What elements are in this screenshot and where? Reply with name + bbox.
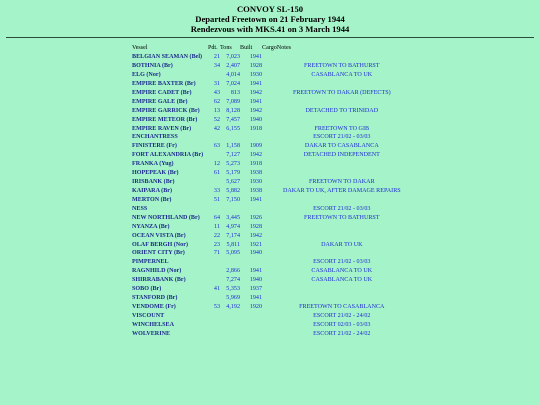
- vessel-name: EMPIRE BAXTER (Br): [132, 80, 196, 87]
- table-row: [132, 330, 407, 339]
- column-header-vessel: Vessel: [132, 45, 148, 51]
- departure-line: Departed Freetown on 21 February 1944: [195, 14, 345, 25]
- vessel-pdt: [208, 330, 220, 339]
- vessel-built: 1940: [249, 250, 262, 257]
- vessel-pdt: 52: [213, 116, 220, 123]
- column-header-pdt: Pdt.: [208, 45, 218, 51]
- vessel-name: RAGNHILD (Nor): [132, 268, 182, 275]
- vessel-name: BOTHNIA (Br): [132, 63, 173, 70]
- vessel-name: NESS: [132, 205, 148, 212]
- vessel-pdt: 62: [213, 98, 220, 105]
- vessel-notes: ESCORT 21/02 - 24/02: [313, 330, 371, 337]
- table-row: [132, 62, 407, 71]
- vessel-notes: [277, 98, 407, 107]
- vessel-name: EMPIRE GALE (Br): [132, 98, 188, 105]
- vessel-tons: [220, 312, 240, 321]
- vessel-name: VENDOME (Fr): [132, 304, 176, 310]
- vessel-tons: 7,274: [226, 277, 240, 284]
- vessel-pdt: 12: [213, 161, 220, 168]
- vessel-notes: [277, 80, 407, 89]
- vessel-notes: [277, 285, 407, 294]
- vessel-cargo: [262, 267, 277, 276]
- table-row: [132, 125, 407, 134]
- table-row: [132, 178, 407, 187]
- vessel-built: 1941: [249, 80, 262, 87]
- vessel-cargo: [262, 151, 277, 160]
- column-header-tons: Tons: [220, 45, 232, 51]
- table-row: [132, 80, 407, 89]
- vessel-pdt: [208, 267, 220, 276]
- vessel-built: 1941: [249, 196, 262, 203]
- vessel-pdt: [208, 321, 220, 330]
- vessel-name: FORT ALEXANDRIA (Br): [132, 152, 204, 159]
- vessel-built: 1909: [249, 143, 262, 150]
- vessel-pdt: 33: [213, 188, 220, 195]
- vessel-cargo: [262, 89, 277, 98]
- rendezvous-line: Rendezvous with MKS.41 on 3 March 1944: [190, 24, 350, 35]
- table-row: [132, 276, 407, 285]
- table-row: [132, 285, 407, 294]
- vessel-cargo: [262, 107, 277, 116]
- vessel-notes: DAKAR TO CASABLANCA: [304, 143, 379, 150]
- vessel-built: [240, 205, 262, 214]
- vessel-notes: ESCORT 21/02 - 03/03: [313, 205, 371, 212]
- convoy-vessel-table: [132, 44, 407, 339]
- vessel-notes: [277, 160, 407, 169]
- vessel-built: 1940: [249, 277, 262, 284]
- vessel-built: [240, 330, 262, 339]
- vessel-pdt: [208, 71, 220, 80]
- vessel-cargo: [262, 276, 277, 285]
- table-row: [132, 258, 407, 267]
- vessel-built: 1918: [249, 161, 262, 168]
- vessel-tons: 2,407: [226, 63, 240, 70]
- vessel-cargo: [262, 142, 277, 151]
- vessel-cargo: [262, 178, 277, 187]
- vessel-pdt: [208, 312, 220, 321]
- vessel-tons: 5,179: [226, 170, 240, 177]
- vessel-tons: [220, 330, 240, 339]
- vessel-cargo: [262, 71, 277, 80]
- vessel-pdt: [208, 205, 220, 214]
- table-row: [132, 89, 407, 98]
- table-row: [132, 98, 407, 107]
- vessel-name: FINISTERE (Fr): [132, 143, 177, 150]
- vessel-notes: FREETOWN TO DAKAR: [308, 179, 375, 186]
- vessel-built: [240, 258, 262, 267]
- column-header-notes: Notes: [276, 45, 292, 51]
- vessel-tons: 813: [230, 89, 240, 96]
- vessel-name: EMPIRE CADET (Br): [132, 89, 192, 96]
- vessel-built: 1938: [249, 170, 262, 177]
- vessel-name: EMPIRE METEOR (Br): [132, 116, 198, 123]
- vessel-notes: DETACHED INDEPENDENT: [303, 152, 380, 159]
- vessel-built: 1942: [249, 232, 262, 239]
- table-row: [132, 241, 407, 250]
- vessel-notes: CASABLANCA TO UK: [311, 72, 373, 79]
- table-row: [132, 151, 407, 160]
- vessel-name: VISCOUNT: [132, 312, 165, 319]
- vessel-cargo: [262, 187, 277, 196]
- vessel-name: WINCHELSEA: [132, 321, 174, 328]
- table-row: [132, 142, 407, 151]
- vessel-built: 1930: [249, 72, 262, 79]
- vessel-rows: [132, 53, 407, 339]
- vessel-pdt: [208, 178, 220, 187]
- vessel-notes: [277, 294, 407, 303]
- vessel-built: 1920: [249, 304, 262, 310]
- table-header-row: [132, 44, 407, 53]
- convoy-title: CONVOY SL-150: [236, 4, 304, 14]
- vessel-name: PIMPERNEL: [132, 259, 169, 266]
- vessel-cargo: [262, 258, 277, 267]
- vessel-built: 1928: [249, 223, 262, 230]
- vessel-tons: 2,866: [226, 268, 240, 275]
- vessel-pdt: 22: [213, 232, 220, 239]
- vessel-notes: FREETOWN TO BATHURST: [304, 63, 380, 70]
- vessel-built: 1942: [249, 152, 262, 159]
- vessel-name: EMPIRE GARRICK (Br): [132, 107, 200, 114]
- vessel-built: 1941: [249, 54, 262, 61]
- vessel-pdt: 34: [213, 63, 220, 70]
- table-row: [132, 267, 407, 276]
- vessel-cargo: [262, 62, 277, 71]
- vessel-name: SOBO (Br): [132, 286, 162, 293]
- table-row: [132, 294, 407, 303]
- vessel-built: 1918: [249, 125, 262, 132]
- vessel-tons: 5,811: [226, 241, 240, 248]
- vessel-notes: ESCORT 02/03 - 03/03: [313, 321, 371, 328]
- table-row: [132, 187, 407, 196]
- table-row: [132, 321, 407, 330]
- vessel-name: MERTON (Br): [132, 196, 172, 203]
- vessel-cargo: [262, 294, 277, 303]
- vessel-tons: 8,128: [226, 107, 240, 114]
- vessel-name: WOLVERINE: [132, 330, 171, 337]
- vessel-built: 1938: [249, 188, 262, 195]
- vessel-pdt: 11: [214, 223, 220, 230]
- vessel-name: SHIRRABANK (Br): [132, 277, 186, 284]
- vessel-tons: 4,014: [226, 72, 240, 79]
- vessel-cargo: [262, 214, 277, 223]
- vessel-built: 1926: [249, 214, 262, 221]
- vessel-cargo: [262, 285, 277, 294]
- vessel-pdt: 41: [213, 286, 220, 293]
- vessel-tons: [220, 258, 240, 267]
- vessel-built: 1928: [249, 63, 262, 70]
- vessel-built: 1921: [249, 241, 262, 248]
- vessel-pdt: [208, 133, 220, 142]
- vessel-pdt: 21: [213, 54, 220, 61]
- vessel-tons: 4,192: [226, 304, 240, 310]
- vessel-cargo: [262, 80, 277, 89]
- vessel-notes: [277, 232, 407, 241]
- vessel-notes: [277, 169, 407, 178]
- vessel-tons: 5,273: [226, 161, 240, 168]
- vessel-name: EMPIRE RAVEN (Br): [132, 125, 192, 132]
- vessel-name: STANFORD (Br): [132, 295, 178, 302]
- vessel-pdt: [208, 258, 220, 267]
- vessel-cargo: [262, 330, 277, 339]
- table-row: [132, 232, 407, 241]
- header-divider: [6, 37, 534, 38]
- vessel-cargo: [262, 125, 277, 134]
- convoy-header: [0, 4, 540, 35]
- vessel-tons: [220, 205, 240, 214]
- vessel-pdt: 71: [213, 250, 220, 257]
- vessel-name: KAIPARA (Br): [132, 188, 172, 195]
- vessel-tons: 7,174: [226, 232, 240, 239]
- table-row: [132, 53, 407, 62]
- vessel-notes: ESCORT 21/02 - 24/02: [313, 312, 371, 319]
- vessel-name: ENCHANTRESS: [132, 134, 178, 141]
- vessel-cargo: [262, 249, 277, 258]
- vessel-tons: 5,353: [226, 286, 240, 293]
- vessel-built: 1941: [249, 295, 262, 302]
- vessel-pdt: 51: [213, 196, 220, 203]
- vessel-name: HOPEPEAK (Br): [132, 170, 179, 177]
- column-header-cargo: Cargo: [262, 45, 277, 51]
- vessel-cargo: [262, 232, 277, 241]
- vessel-tons: 6,155: [226, 125, 240, 132]
- vessel-built: [240, 321, 262, 330]
- vessel-notes: CASABLANCA TO UK: [311, 268, 373, 275]
- vessel-built: 1930: [249, 179, 262, 186]
- vessel-name: NEW NORTHLAND (Br): [132, 214, 200, 221]
- vessel-cargo: [262, 98, 277, 107]
- column-header-built: Built: [240, 45, 253, 51]
- vessel-built: 1941: [249, 268, 262, 275]
- table-row: [132, 223, 407, 232]
- vessel-pdt: 61: [213, 170, 220, 177]
- table-row: [132, 249, 407, 258]
- vessel-tons: 7,457: [226, 116, 240, 123]
- vessel-built: 1942: [249, 89, 262, 96]
- vessel-cargo: [262, 160, 277, 169]
- table-row: [132, 71, 407, 80]
- vessel-tons: 5,095: [226, 250, 240, 257]
- vessel-cargo: [262, 321, 277, 330]
- vessel-pdt: [208, 294, 220, 303]
- vessel-notes: DETACHED TO TRINIDAD: [305, 107, 379, 114]
- vessel-notes: ESCORT 21/02 - 03/03: [313, 134, 371, 141]
- vessel-cargo: [262, 169, 277, 178]
- vessel-pdt: 63: [213, 143, 220, 150]
- vessel-pdt: 43: [213, 89, 220, 96]
- vessel-notes: DAKAR TO UK, AFTER DAMAGE REPAIRS: [282, 188, 401, 195]
- vessel-notes: FREETOWN TO BATHURST: [304, 214, 380, 221]
- vessel-name: IRISBANK (Br): [132, 179, 175, 186]
- vessel-name: OLAF BERGH (Nor): [132, 241, 188, 248]
- vessel-name: OCEAN VISTA (Br): [132, 232, 186, 239]
- vessel-tons: 4,974: [226, 223, 240, 230]
- table-row: [132, 133, 407, 142]
- table-row: [132, 196, 407, 205]
- vessel-name: ELG (Nor): [132, 72, 161, 79]
- vessel-pdt: 23: [213, 241, 220, 248]
- vessel-notes: [277, 196, 407, 205]
- vessel-cargo: [262, 205, 277, 214]
- vessel-tons: 5,627: [226, 179, 240, 186]
- vessel-pdt: [208, 151, 220, 160]
- vessel-pdt: 13: [213, 107, 220, 114]
- vessel-built: [240, 133, 262, 142]
- table-row: [132, 214, 407, 223]
- vessel-tons: 7,023: [226, 54, 240, 61]
- vessel-built: [240, 312, 262, 321]
- vessel-tons: 7,024: [226, 80, 240, 87]
- vessel-built: 1940: [249, 116, 262, 123]
- table-row: [132, 107, 407, 116]
- vessel-cargo: [262, 303, 277, 312]
- vessel-built: 1937: [249, 286, 262, 293]
- vessel-tons: 5,882: [226, 188, 240, 195]
- vessel-notes: DAKAR TO UK: [321, 241, 363, 248]
- table-row: [132, 312, 407, 321]
- vessel-cargo: [262, 241, 277, 250]
- vessel-tons: 7,150: [226, 196, 240, 203]
- vessel-built: 1941: [249, 98, 262, 105]
- vessel-cargo: [262, 53, 277, 62]
- vessel-cargo: [262, 116, 277, 125]
- vessel-name: ORIENT CITY (Br): [132, 250, 185, 257]
- vessel-pdt: 53: [213, 304, 220, 310]
- vessel-notes: [277, 116, 407, 125]
- vessel-cargo: [262, 196, 277, 205]
- table-row: [132, 303, 407, 312]
- vessel-tons: 7,127: [226, 152, 240, 159]
- vessel-notes: FREETOWN TO GIB: [314, 125, 370, 132]
- table-row: [132, 116, 407, 125]
- vessel-name: FRANKA (Yug): [132, 161, 174, 168]
- vessel-notes: [277, 223, 407, 232]
- vessel-tons: 1,158: [226, 143, 240, 150]
- vessel-notes: CASABLANCA TO UK: [311, 277, 373, 284]
- table-row: [132, 205, 407, 214]
- vessel-tons: [220, 321, 240, 330]
- vessel-notes: FREETOWN TO DAKAR (DEFECTS): [292, 89, 391, 96]
- vessel-cargo: [262, 133, 277, 142]
- vessel-tons: 5,969: [226, 295, 240, 302]
- vessel-notes: FREETOWN TO CASABLANCA: [299, 304, 385, 310]
- vessel-notes: [277, 249, 407, 258]
- vessel-tons: 3,445: [226, 214, 240, 221]
- vessel-name: NYANZA (Br): [132, 223, 170, 230]
- vessel-tons: 7,089: [226, 98, 240, 105]
- vessel-notes: [277, 53, 407, 62]
- vessel-pdt: 64: [213, 214, 220, 221]
- vessel-pdt: 31: [213, 80, 220, 87]
- vessel-built: 1942: [249, 107, 262, 114]
- vessel-tons: [220, 133, 240, 142]
- table-row: [132, 169, 407, 178]
- vessel-name: BELGIAN SEAMAN (Bel): [132, 54, 203, 61]
- vessel-pdt: [208, 276, 220, 285]
- vessel-notes: ESCORT 21/02 - 03/03: [313, 259, 371, 266]
- table-row: [132, 160, 407, 169]
- vessel-cargo: [262, 312, 277, 321]
- vessel-cargo: [262, 223, 277, 232]
- vessel-pdt: 42: [213, 125, 220, 132]
